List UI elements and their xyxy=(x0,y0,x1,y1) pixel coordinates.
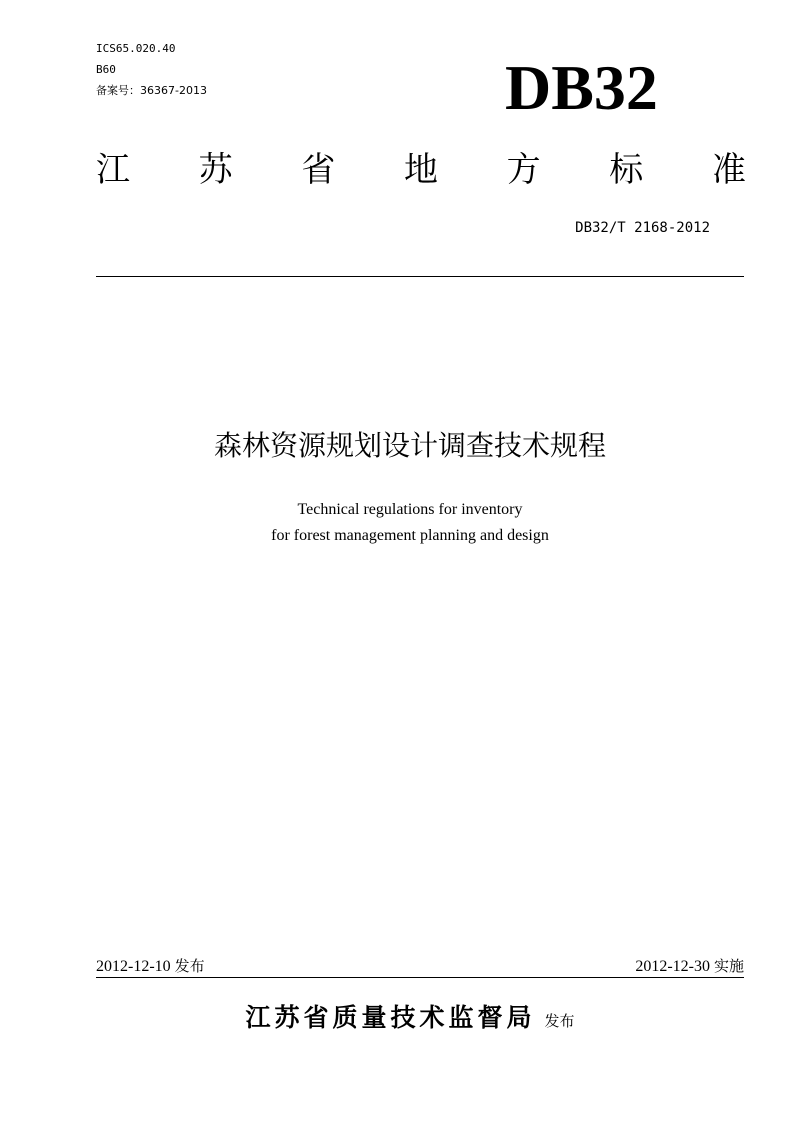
record-number: 备案号：36367-2013 xyxy=(96,84,207,97)
publisher-action: 发布 xyxy=(544,1012,575,1030)
issue-date-label: 发布 xyxy=(174,957,205,975)
standard-type-char: 方 xyxy=(506,150,541,190)
ics-code: ICS65.020.40 xyxy=(96,42,176,55)
issue-date xyxy=(96,955,205,978)
standard-type-char: 省 xyxy=(301,150,336,190)
document-title-en-line1: Technical regulations for inventory xyxy=(297,501,523,518)
standard-type-char: 地 xyxy=(403,150,438,190)
document-title-en-line2: for forest management planning and design xyxy=(271,527,549,544)
standard-type-char: 苏 xyxy=(198,150,233,190)
implement-date-value: 2012-12-30 xyxy=(635,958,710,975)
bottom-divider xyxy=(96,977,744,978)
top-divider xyxy=(96,276,744,277)
standard-type-char: 准 xyxy=(711,150,746,190)
publisher-name: 江苏省质量技术监督局 xyxy=(245,1003,536,1032)
standard-number: DB32/T 2168-2012 xyxy=(575,220,710,236)
standard-type-char: 江 xyxy=(96,150,130,190)
implement-date xyxy=(635,955,744,978)
implement-date-label: 实施 xyxy=(713,957,744,975)
publisher-line xyxy=(100,1000,720,1039)
document-title-cn: 森林资源规划设计调查技术规程 xyxy=(213,429,606,462)
standard-type-heading xyxy=(96,148,746,192)
standard-type-char: 标 xyxy=(609,150,644,190)
issue-date-value: 2012-12-10 xyxy=(96,958,171,975)
classification-code: B60 xyxy=(96,63,116,76)
db-logo: DB32 xyxy=(505,52,658,123)
